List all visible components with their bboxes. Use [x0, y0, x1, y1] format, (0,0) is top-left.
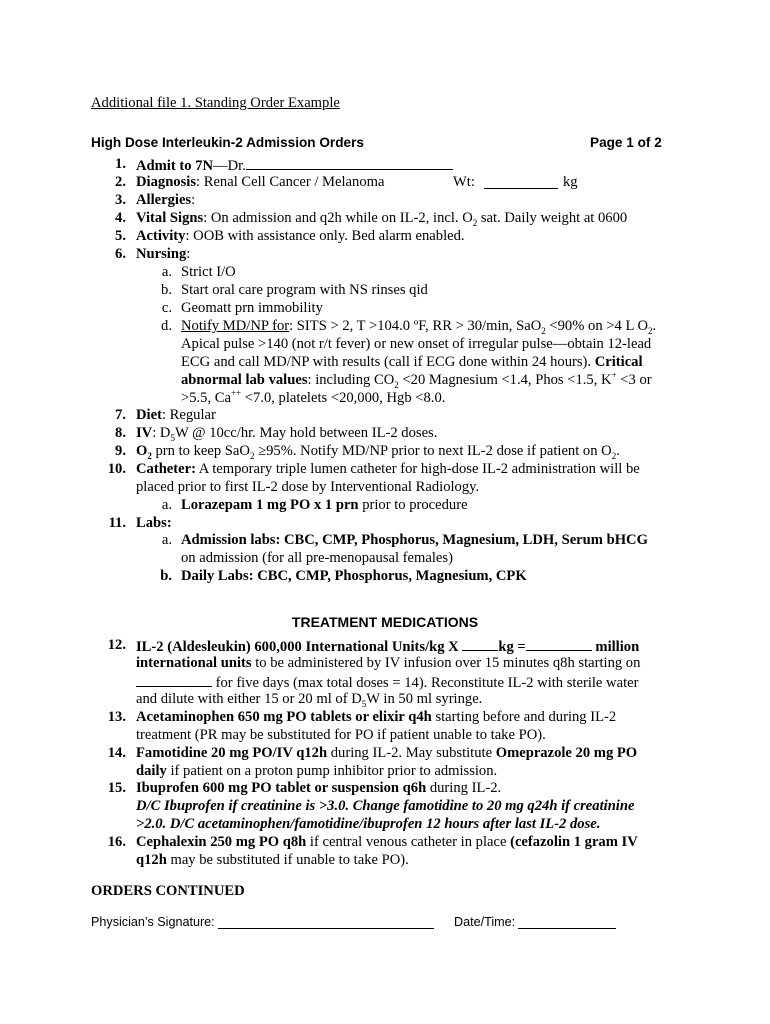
datetime-line[interactable] [518, 928, 616, 929]
weight-blank[interactable] [484, 174, 558, 189]
weight-unit: kg [563, 174, 578, 190]
order-title: High Dose Interleukin-2 Admission Orders [91, 135, 364, 150]
page-indicator: Page 1 of 2 [590, 135, 662, 150]
il2-start-date-blank[interactable] [136, 672, 212, 687]
il2-weight-blank[interactable] [462, 636, 498, 651]
signature-label: Physician’s Signature: [91, 915, 215, 929]
treatment-section-title: TREATMENT MEDICATIONS [291, 614, 479, 630]
il2-dose-blank[interactable] [526, 636, 592, 651]
orders-continued-heading: ORDERS CONTINUED [91, 883, 245, 899]
datetime-label: Date/Time: [454, 915, 516, 929]
weight-label: Wt: [453, 174, 475, 190]
file-title: Additional file 1. Standing Order Example [91, 95, 340, 111]
signature-line[interactable] [218, 928, 434, 929]
order-document: Additional file 1. Standing Order Example High Dose Interleukin-2 Admission Orders Page 1 of 2 1. Admit to 7N—Dr. 2. Diagnosis: Renal Cell Cancer / Melanoma Wt: kg 3. Allergies: 4. Vital Signs: On admission and q2h while on IL-2, incl. $O_2$ sat. Daily weight at 0600 5. Activity: OOB with assistance only. Bed alarm enabled. 6. Nursing: a. Strict I/O b. Start oral care program with NS rinses qid c. Geomatt prn immobility d. Notify MD/NP for: SITS > 2, T >104.0 ºF, RR > 30/min, SaO$_2$ <90% on >4 L $O_2$. Apical pulse >140 (not r/t fever) or new onset of irregular pulse—obtain 12-lead ECG and call MD/NP with results (call if ECG done within 24 hours). Critical abnormal lab values: including $CO_2 <20$ Magnesium <1.4, Phos <1.5, K+ <3 or >5.5, Ca++ <7.0, platelets <20,000, Hgb <8.0. 7. Diet: Regular 8. IV: $D_5W$ @ 10cc/hr. May hold between IL-2 doses. 9. $O_2$ prn to keep SaO$_2$ ≥95%. Notify MD/NP prior to next IL-2 dose if patient on $O_2$. 10. Catheter: A temporary triple lumen catheter for high-dose IL-2 administration will be placed prior to first IL-2 dose by Interventional Radiology. a. Lorazepam 1 mg PO x 1 prn prior to procedure 11. Labs: a. Admission labs: CBC, CMP, Phosphorus, Magnesium, LDH, Serum bHCG on admission (for all pre-menopausal females) b. Daily Labs: CBC, CMP, Phosphorus, Magnesium, CPK TREATMENT MEDICATIONS 12. IL-2 (Aldesleukin) 600,000 International Units/kg X kg = million international units to be administered by IV infusion over 15 minutes q8h starting on for five days (max total doses = 14). Reconstitute IL-2 with sterile water and dilute with either 15 or 20 ml of $D_5W$ in 50 ml syringe. 13. Acetaminophen 650 mg PO tablets or elixir q4h starting before and during IL-2 treatment (PR may be substituted for PO if patient unable to take PO). 14. Famotidine 20 mg PO/IV q12h during IL-2. May substitute Omeprazole 20 mg PO daily if patient on a proton pump inhibitor prior to admission. 15. Ibuprofen 600 mg PO tablet or suspension q6h during IL-2. D/C Ibuprofen if creatinine is >3.0. Change famotidine to 20 mg q24h if creatinine >2.0. D/C acetaminophen/famotidine/ibuprofen 12 hours after last IL-2 dose. 16. Cephalexin 250 mg PO q8h if central venous catheter in place (cefazolin 1 gram IV q12h may be substituted if unable to take PO). ORDERS CONTINUED Physician’s Signature: Date/Time: [0, 0, 770, 1024]
admit-doctor-blank[interactable] [246, 155, 453, 170]
